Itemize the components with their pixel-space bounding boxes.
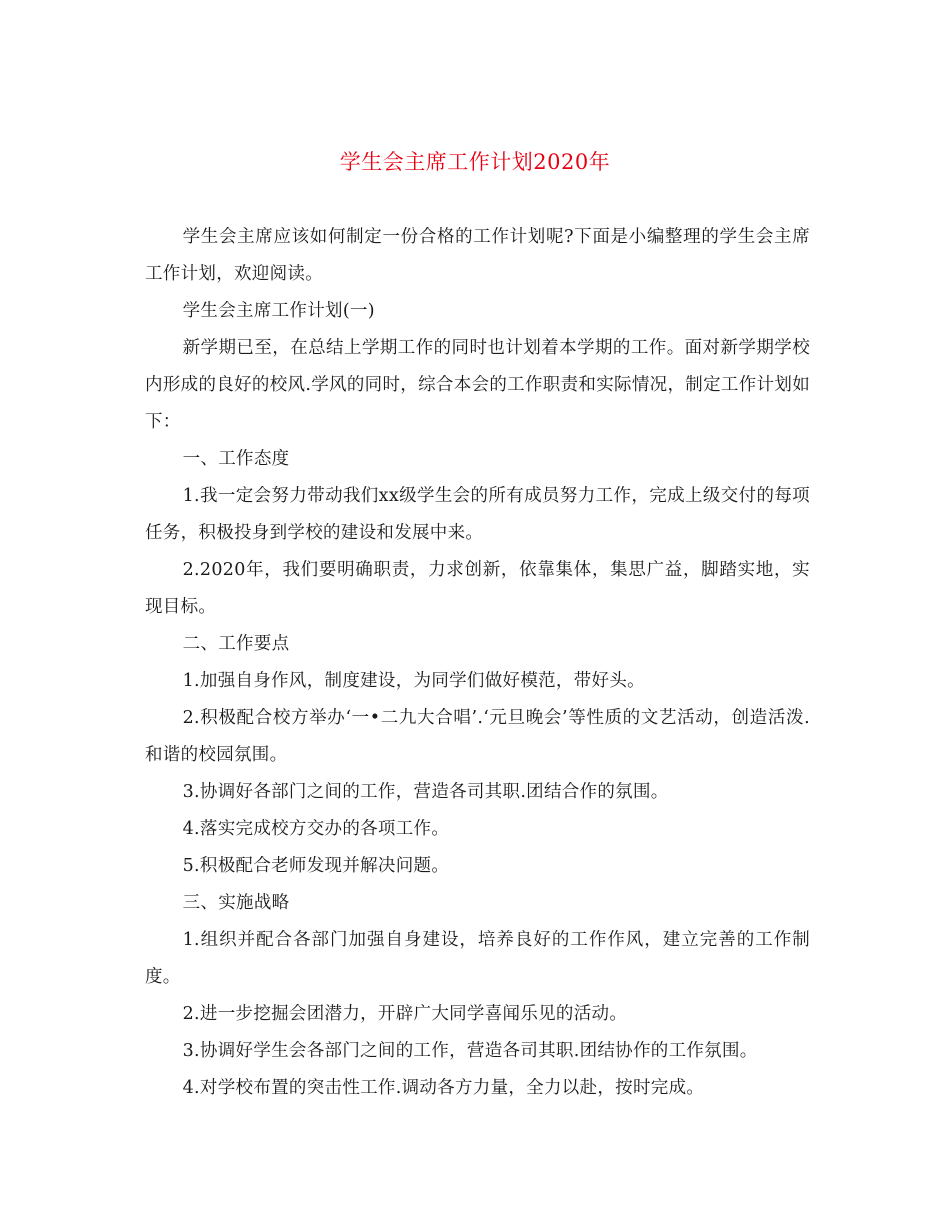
subheading: 三、实施战略 <box>182 893 290 913</box>
list-item: 1.加强自身作风，制度建设，为同学们做好模范，带好头。 <box>182 671 645 691</box>
list-item: 1.我一定会努力带动我们xx级学生会的所有成员努力工作，完成上级交付的每项任务，积极投身到学校的建设和发展中来。 <box>145 486 810 543</box>
list-item: 5.积极配合老师发现并解决问题。 <box>182 856 450 876</box>
list-item: 1.组织并配合各部门加强自身建设，培养良好的工作作风，建立完善的工作制度。 <box>145 930 810 987</box>
list-item: 4.落实完成校方交办的各项工作。 <box>182 819 450 839</box>
list-item: 2.积极配合校方举办‘一•二九大合唱’.‘元旦晚会’等性质的文艺活动，创造活泼.和谐的校园氛围。 <box>145 708 810 765</box>
subheading: 二、工作要点 <box>182 634 290 654</box>
subheading: 一、工作态度 <box>182 449 290 469</box>
list-item: 4.对学校布置的突击性工作.调动各方力量，全力以赴，按时完成。 <box>182 1078 705 1098</box>
section-heading: 学生会主席工作计划(一) <box>182 301 375 321</box>
document-title: 学生会主席工作计划2020年 <box>339 150 611 175</box>
paragraph: 新学期已至，在总结上学期工作的同时也计划着本学期的工作。面对新学期学校内形成的良好的校风.学风的同时，综合本会的工作职责和实际情况，制定工作计划如下： <box>145 338 810 432</box>
list-item: 2.进一步挖掘会团潜力，开辟广大同学喜闻乐见的活动。 <box>182 1004 628 1024</box>
list-item: 3.协调好各部门之间的工作，营造各司其职.团结合作的氛围。 <box>182 782 669 802</box>
intro-paragraph: 学生会主席应该如何制定一份合格的工作计划呢?下面是小编整理的学生会主席工作计划，欢迎阅读。 <box>145 227 810 284</box>
list-item: 2.2020年，我们要明确职责，力求创新，依靠集体，集思广益，脚踏实地，实现目标。 <box>145 560 810 617</box>
document-body <box>145 219 810 1107</box>
list-item: 3.协调好学生会各部门之间的工作，营造各司其职.团结协作的工作氛围。 <box>182 1041 758 1061</box>
